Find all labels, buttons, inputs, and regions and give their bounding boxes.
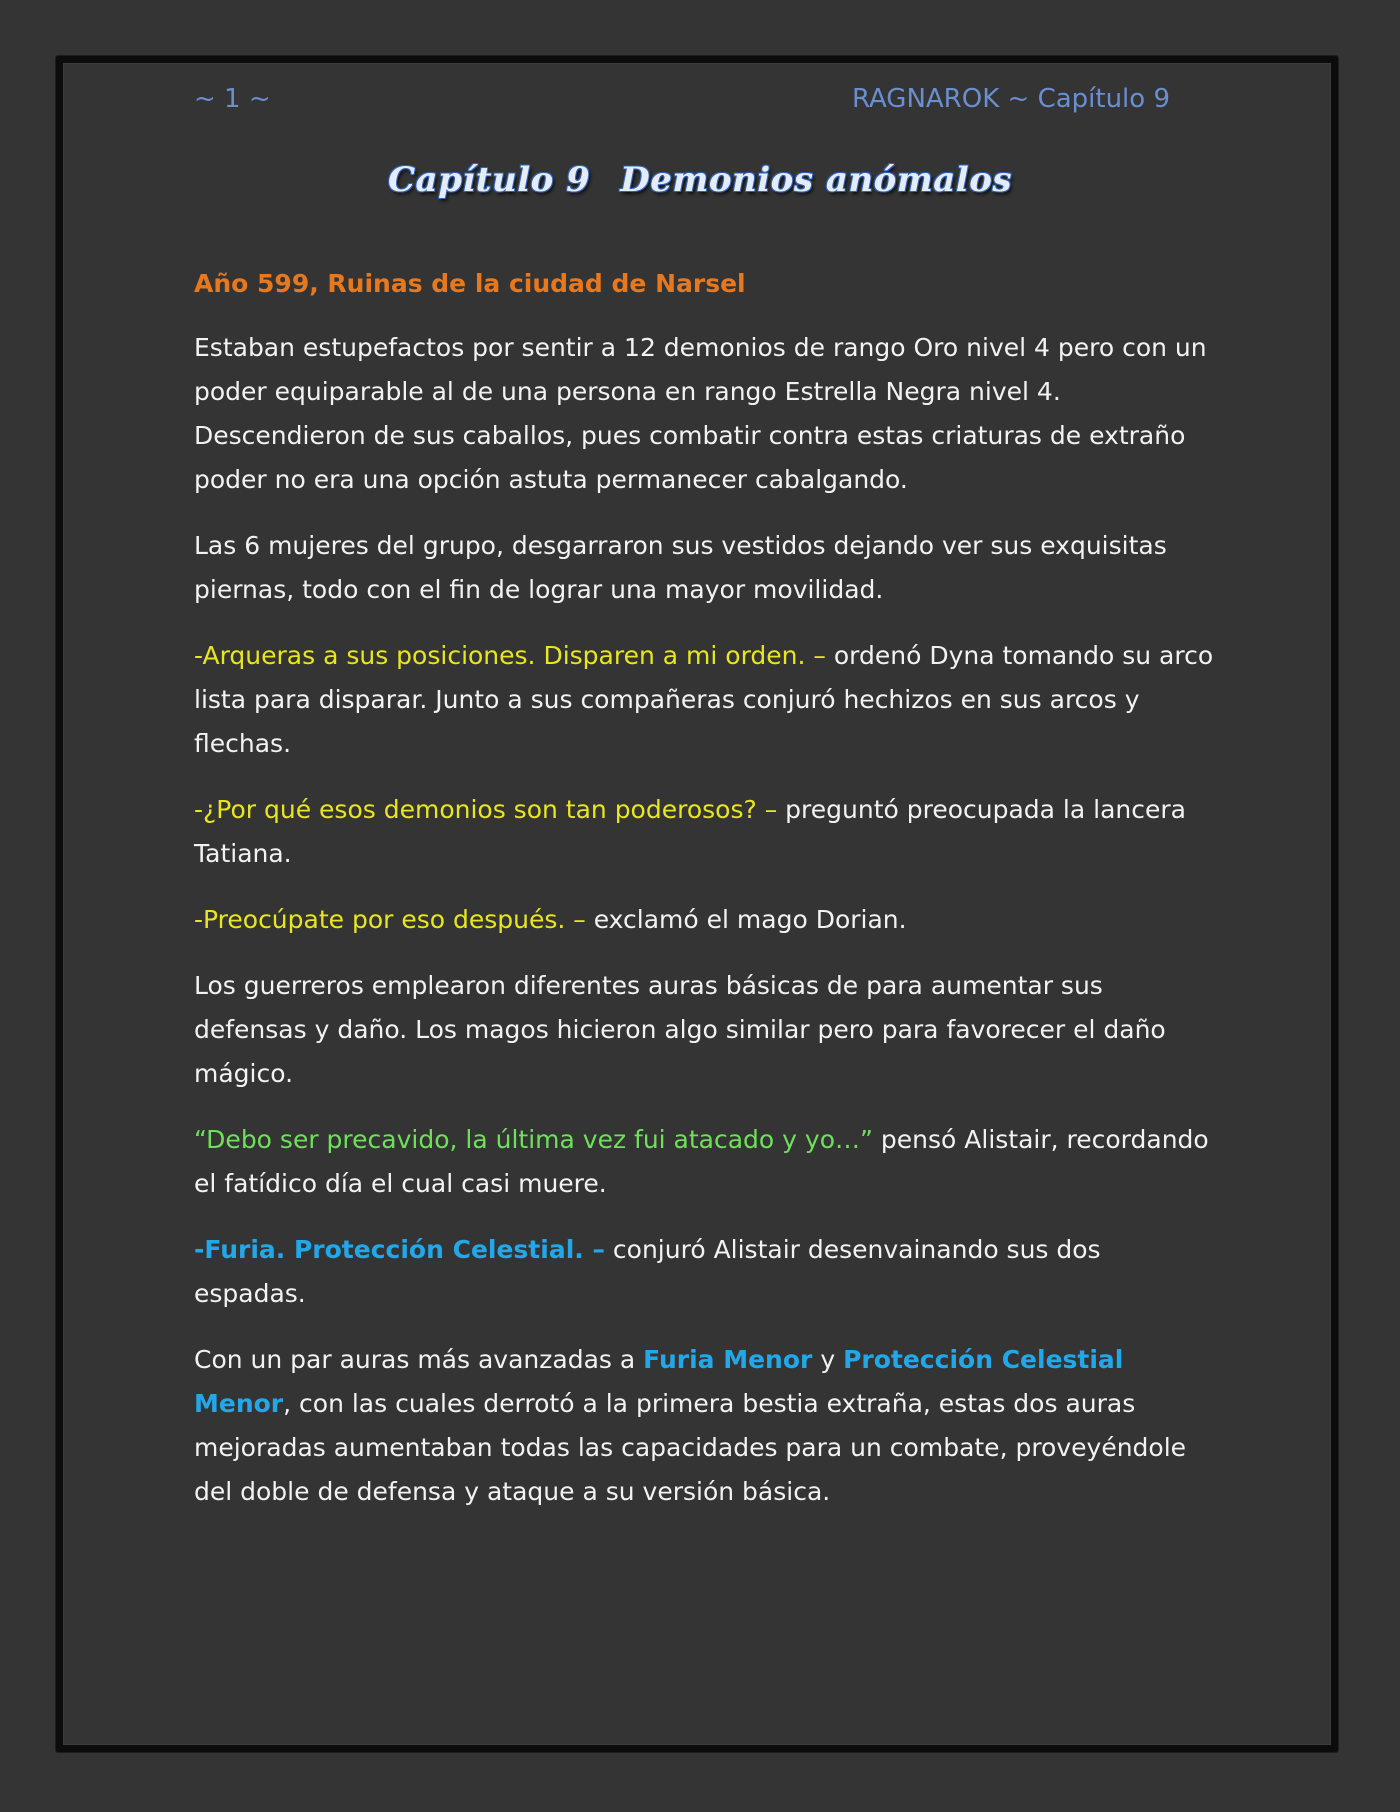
dialogue-tatiana: -¿Por qué esos demonios son tan poderosos? –	[194, 795, 778, 824]
narration: pensó Alistair, recordando el fatídico día el cual casi muere.	[194, 1125, 1209, 1198]
paragraph-7	[194, 1118, 1214, 1206]
narration: exclamó el mago Dorian.	[585, 905, 907, 934]
narration: y	[812, 1345, 844, 1374]
narration: ordenó Dyna tomando su arco lista para disparar. Junto a sus compañeras conjuró hechizos en sus arcos y flechas.	[194, 641, 1214, 758]
location-heading: Año 599, Ruinas de la ciudad de Narsel	[194, 269, 746, 298]
page-header	[194, 84, 1170, 120]
chapter-name: Demonios anómalos	[620, 160, 1013, 200]
running-title: RAGNAROK ~ Capítulo 9	[851, 84, 1170, 114]
paragraph-3	[194, 634, 1214, 766]
dialogue-dorian: -Preocúpate por eso después. –	[194, 905, 586, 934]
narration: conjuró Alistair desenvainando sus dos espadas.	[194, 1235, 1101, 1308]
paragraph-9	[194, 1338, 1214, 1514]
chapter-body	[194, 262, 1214, 1536]
paragraph-1: Estaban estupefactos por sentir a 12 demonios de rango Oro nivel 4 pero con un poder equiparable al de una persona en rango Estrella Negra nivel 4. Descendieron de sus caballos, pues combatir contra estas criaturas de extraño poder no era una opción astuta permanecer cabalgando.	[194, 333, 1207, 494]
spell-incantation: -Furia. Protección Celestial. –	[194, 1235, 605, 1264]
chapter-number: Capítulo 9	[387, 160, 591, 200]
spell-proteccion-celestial-menor: Protección Celestial Menor	[194, 1345, 1124, 1418]
paragraph-2: Las 6 mujeres del grupo, desgarraron sus vestidos dejando ver sus exquisitas piernas, todo con el fin de lograr una mayor movilidad.	[194, 531, 1167, 604]
paragraph-4	[194, 788, 1214, 876]
dialogue-dyna: -Arqueras a sus posiciones. Disparen a mi orden. –	[194, 641, 826, 670]
narration: preguntó preocupada la lancera Tatiana.	[194, 795, 1186, 868]
narration: Con un par auras más avanzadas a	[194, 1345, 644, 1374]
paragraph-8	[194, 1228, 1214, 1316]
spell-furia-menor: Furia Menor	[643, 1345, 813, 1374]
chapter-title	[0, 160, 1400, 200]
narration: , con las cuales derrotó a la primera bestia extraña, estas dos auras mejoradas aumentaban todas las capacidades para un combate, proveyéndole del doble de defensa y ataque a su versión básica.	[194, 1389, 1187, 1506]
page-number: ~ 1 ~	[194, 84, 271, 114]
paragraph-5	[194, 898, 1214, 942]
thought-alistair: “Debo ser precavido, la última vez fui atacado y yo…”	[194, 1125, 873, 1154]
paragraph-6: Los guerreros emplearon diferentes auras básicas de para aumentar sus defensas y daño. Los magos hicieron algo similar pero para favorecer el daño mágico.	[194, 971, 1166, 1088]
